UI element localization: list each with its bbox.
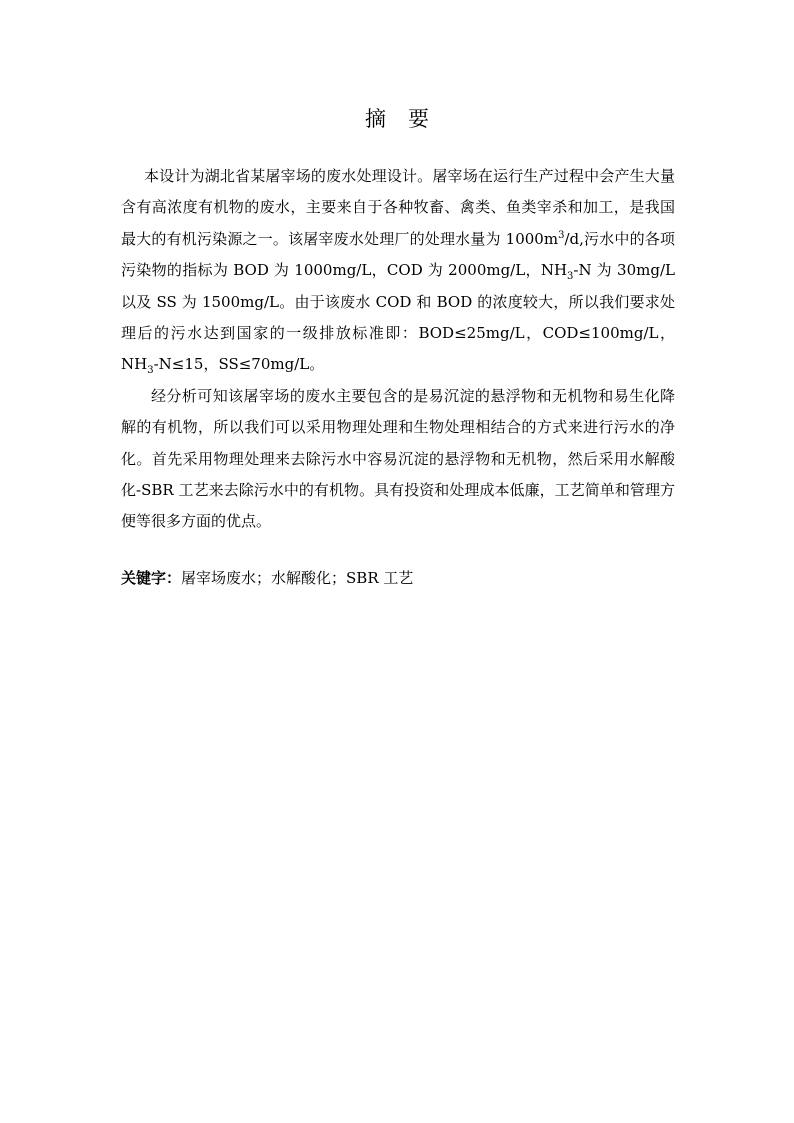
abstract-body bbox=[121, 161, 675, 538]
keywords-text: 屠宰场废水；水解酸化；SBR 工艺 bbox=[181, 569, 414, 587]
title-char-2: 要 bbox=[408, 107, 429, 131]
superscript-3: 3 bbox=[558, 229, 565, 241]
abstract-p1-part-c: -N 为 30mg/L 以及 SS 为 1500mg/L。由于该废水 COD 和 BOD 的浓度较大，所以我们要求处理后的污水达到国家的一级排放标准即：BOD≤25mg/L，COD≤100mg/L，NH bbox=[121, 261, 675, 374]
abstract-p1-part-b: /d,污水中的各项污染物的指标为 BOD 为 1000mg/L，COD 为 2000mg/L，NH bbox=[121, 229, 675, 280]
abstract-paragraph-2: 经分析可知该屠宰场的废水主要包含的是易沉淀的悬浮物和无机物和易生化降解的有机物，所以我们可以采用物理处理和生物处理相结合的方式来进行污水的净化。首先采用物理处理来去除污水中容易沉淀的悬浮物和无机物，然后采用水解酸化-SBR 工艺来去除污水中的有机物。具有投资和处理成本低廉，工艺简单和管理方便等很多方面的优点。 bbox=[121, 386, 675, 531]
abstract-paragraph-1 bbox=[121, 161, 675, 381]
abstract-p1-part-d: -N≤15，SS≤70mg/L。 bbox=[153, 355, 325, 374]
subscript-3: 3 bbox=[147, 365, 154, 377]
keywords-label: 关键字： bbox=[121, 569, 182, 587]
abstract-p1-part-a: 本设计为湖北省某屠宰场的废水处理设计。屠宰场在运行生产过程中会产生大量含有高浓度有机物的废水，主要来自于各种牧畜、禽类、鱼类宰杀和加工，是我国最大的有机污染源之一。该屠宰废水处理厂的处理水量为 1000m bbox=[121, 167, 675, 248]
keywords-line bbox=[121, 566, 675, 590]
page-title bbox=[0, 104, 794, 134]
title-char-1: 摘 bbox=[365, 107, 386, 131]
subscript-3: 3 bbox=[567, 271, 574, 283]
